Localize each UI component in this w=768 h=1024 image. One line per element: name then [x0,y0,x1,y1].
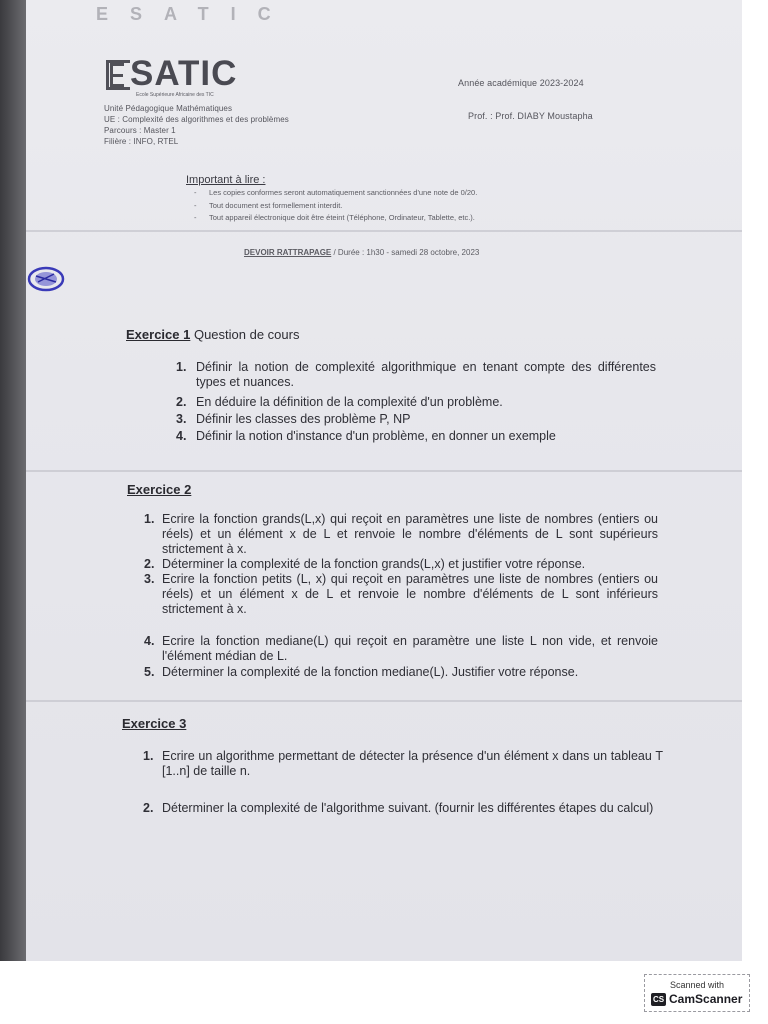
professor: Prof. : Prof. DIABY Moustapha [468,111,593,121]
question-number: 4. [176,429,187,443]
question-text: Déterminer la complexité de l'algorithme suivant. (fournir les différentes étapes du calcul) [162,801,654,815]
question-number: 3. [176,412,187,426]
question-number: 2. [176,395,187,409]
faded-top-fragment: ESATIC [96,4,293,24]
exercise1-title: Exercice 1 [126,327,191,342]
exercise2-question [144,557,658,572]
question-number: 1. [144,512,155,526]
question-text: Définir la notion d'instance d'un problème, en donner un exemple [196,429,556,443]
question-number: 5. [144,665,155,679]
question-text: Ecrire la fonction grands(L,x) qui reçoit en paramètres une liste de nombres (entiers ou réels) et un élément x de L et renvoie le nombre d'éléments de L sont supérieurs strictement à x. [162,512,658,556]
exercise1-question [176,395,656,410]
paper-crease [26,470,742,472]
question-text: Ecrire un algorithme permettant de détecter la présence d'un élément x dans un tableau T [1..n] de taille n. [162,749,663,778]
exercise3-title: Exercice 3 [122,716,187,731]
important-title: Important à lire : [186,174,266,186]
question-text: Ecrire la fonction petits (L, x) qui reçoit en paramètres une liste de nombres (entiers ou réels) et un élément x de L et renvoie le nombre d'éléments de L sont inférieurs strictement à x. [162,572,658,616]
paper-crease [26,230,742,232]
camscanner-name: CamScanner [669,992,743,1006]
question-number: 3. [144,572,155,586]
exercise3-heading [122,715,186,733]
exercise2-question [144,572,658,617]
logo-e-bar [113,74,123,77]
important-item: Tout appareil électronique doit être éteint (Téléphone, Ordinateur, Tablette, etc.). [209,213,475,222]
blue-stamp-mark [26,264,70,294]
question-number: 1. [143,749,154,763]
question-number: 2. [143,801,154,815]
logo-tagline: Ecole Supérieure Africaine des TIC [136,92,214,98]
scanned-with-text: Scanned with [669,980,725,990]
camscanner-watermark [644,974,750,1012]
important-item: Tout document est formellement interdit. [209,201,343,210]
exam-line [244,248,479,257]
exercise3-question [143,801,663,816]
exercise2-question [144,634,658,664]
question-text: Déterminer la complexité de la fonction grands(L,x) et justifier votre réponse. [162,557,586,571]
exercise1-question [176,429,656,444]
logo-text: SATIC [130,54,238,93]
question-text: Ecrire la fonction mediane(L) qui reçoit en paramètre une liste L non vide, et renvoie l'élément médian de L. [162,634,658,663]
exercise1-question [176,360,656,390]
academic-year: Année académique 2023-2024 [458,78,584,88]
question-text: Déterminer la complexité de la fonction mediane(L). Justifier votre réponse. [162,665,579,679]
exercise2-title: Exercice 2 [127,482,192,497]
paper-crease [26,700,742,702]
question-text: Définir la notion de complexité algorithmique en tenant compte des différentes types et nuances. [196,360,656,389]
header-ue: UE : Complexité des algorithmes et des problèmes [104,115,289,124]
important-bullet: - [194,188,197,197]
question-number: 2. [144,557,155,571]
exercise2-question [144,512,658,557]
scan-background-edge [0,0,26,961]
exercise2-question [144,665,658,680]
question-number: 4. [144,634,155,648]
question-number: 1. [176,360,187,374]
important-item: Les copies conformes seront automatiquement sanctionnées d'une note de 0/20. [209,188,478,197]
important-bullet: - [194,213,197,222]
header-filiere: Filière : INFO, RTEL [104,137,179,146]
camscanner-logo-icon: CS [652,995,665,1004]
header-parcours: Parcours : Master 1 [104,126,176,135]
exam-details: / Durée : 1h30 - samedi 28 octobre, 2023 [331,248,480,257]
exam-type: DEVOIR RATTRAPAGE [244,248,332,257]
exercise2-heading [127,481,191,499]
header-unit: Unité Pédagogique Mathématiques [104,104,233,113]
question-text: Définir les classes des problème P, NP [196,412,411,426]
exercise1-question [176,412,656,427]
question-text: En déduire la définition de la complexité d'un problème. [196,395,503,409]
exam-paper [26,0,742,961]
exercise3-question [143,749,663,779]
exercise1-subtitle: Question de cours [190,327,300,342]
important-bullet: - [194,201,197,210]
exercise1-heading [126,326,299,344]
